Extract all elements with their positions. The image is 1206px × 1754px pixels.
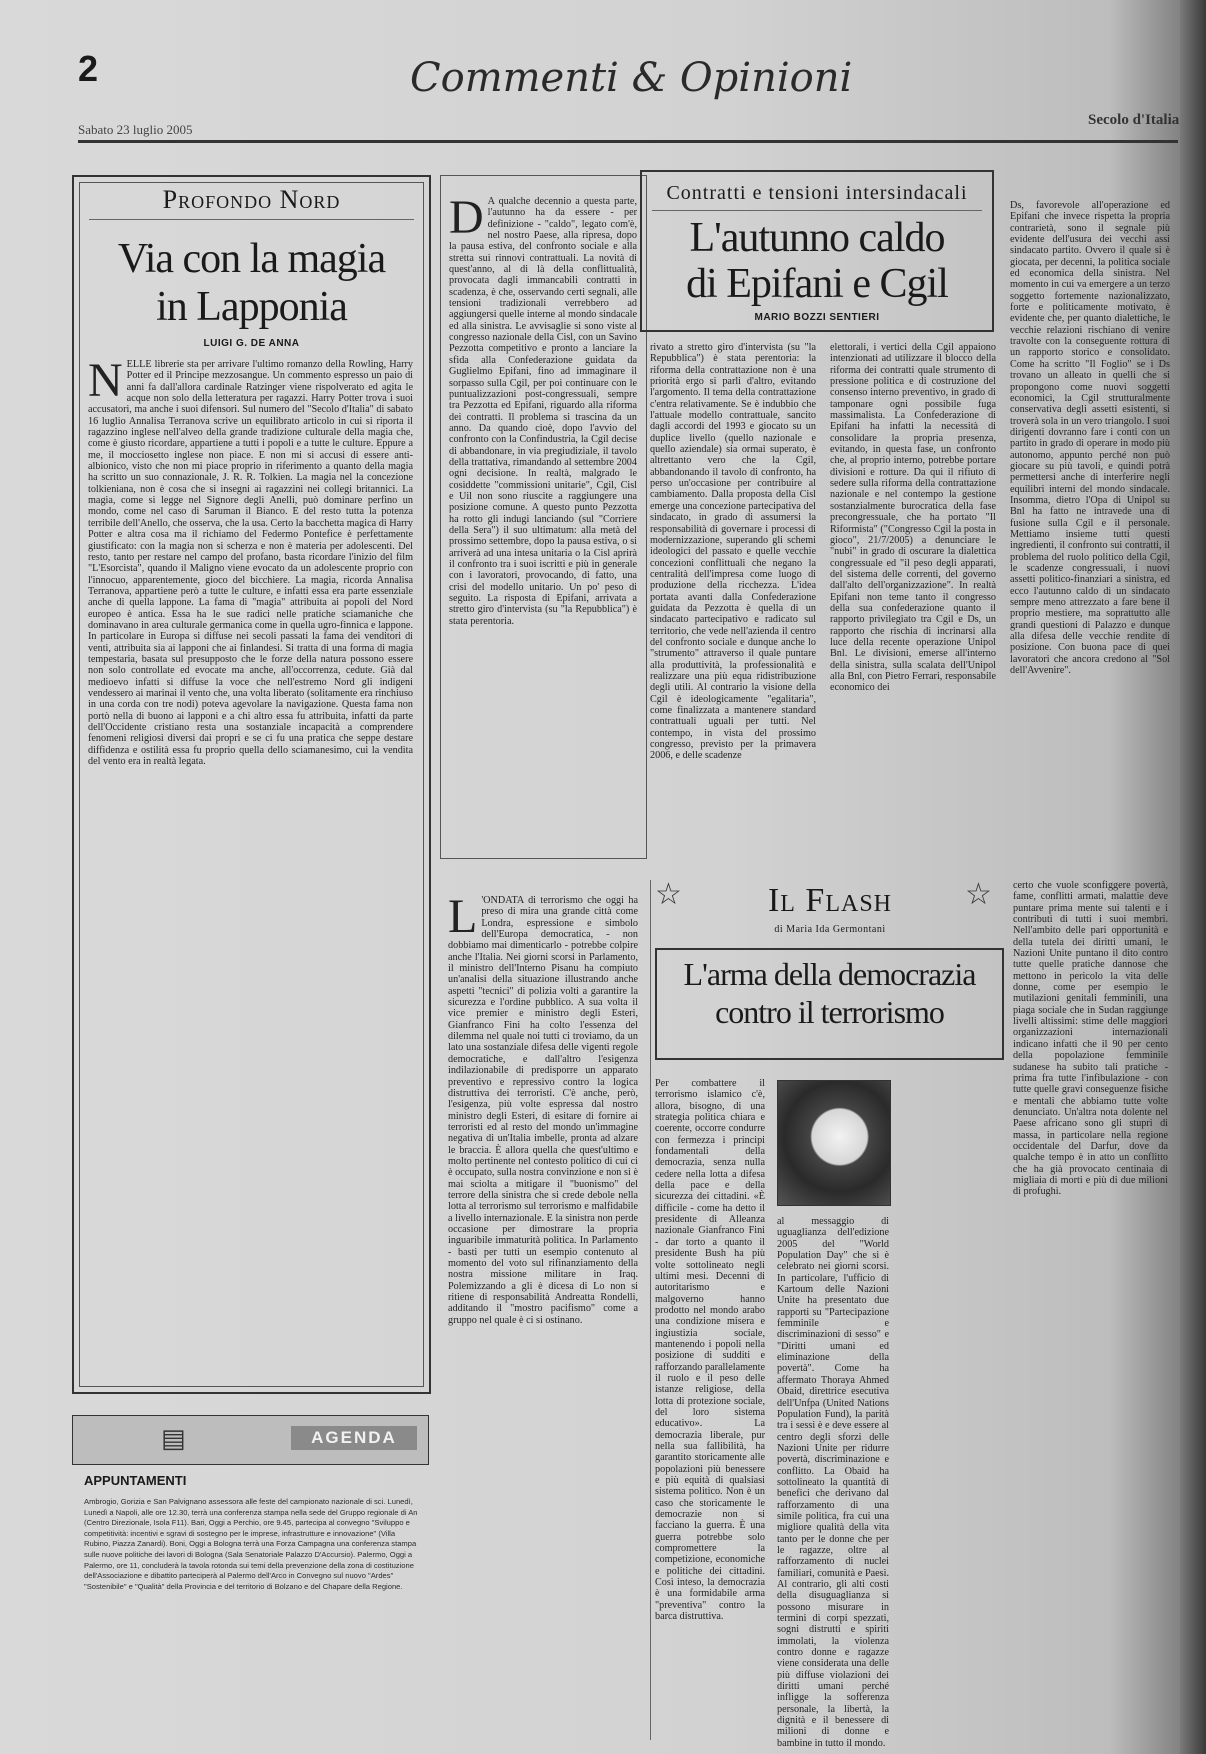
article-byline: di Maria Ida Germontani (774, 924, 886, 935)
agenda-book-icon: ▤ (161, 1424, 186, 1453)
article-body-col2: al messaggio di uguaglianza dell'edizione 2005 del "World Population Day" che si è celebrato nei giorni scorsi. In particolare, l'ufficio di Kartoum delle Nazioni Unite ha presentato due rapporti su "Partecipazione femminile e discriminazioni di sesso" e "Diritti umani ed eliminazione della povertà". Come ha affermato Thoraya Ahmed Obaid, direttrice esecutiva dell'Unfpa (United Nations Population Fund), la parità tra i sessi è e deve essere al centro degli sforzi delle Nazioni Unite per ridurre povertà, discriminazione e conflitto. La Obaid ha sottolineato la quantità di benefici che derivano dal rafforzamento di una simile politica, fra cui una migliore qualità della vita tanto per le donne che per le ragazze, oltre al rafforzamento di nuclei familiari, comunità e Paesi. Al contrario, gli alti costi della disuguaglianza si possono misurare in termini di corpi spezzati, sogni distrutti e spiriti immolati, la violenza contro donne e ragazze viene considerata una delle più diffuse violazioni dei diritti umani perché infligge la sofferenza personale, la libertà, la dignità e il benessere di milioni di donne e bambine in tutto il mondo. (777, 1216, 889, 1749)
article-autunno-col3: Ds, favorevole all'operazione ed Epifani che invece rispetta la propria contrarietà, sono il segnale più evidente dell'usura dei vecchi assi sindacato partito. Ovvero il quale si è giocata, per decenni, la politica sociale ed economica della sinistra. Nel momento in cui va emergere a un terzo soggetto fortemente nazionalizzato, forte e politicamente motivato, è evidente che, per quanto dialettiche, le vecchie relazioni rischiano di venire travolte con la conseguente rottura di un rapporto storico e consolidato. Come ha scritto "Il Foglio" se i Ds trovano un alleato in quelli che si propongono come nuovi soggetti economici, la Cgil strutturalmente conservativa degli assetti esistenti, si troverà sola in un vero triangolo. I suoi dirigenti dovranno fare i conti con un partito in grado di operare in modo più autonomo, appunto perché non può giocare su più tavoli, e quindi potrà permettersi anche di interferire negli equilibri interni del mondo sindacale. Insomma, dietro l'Opa di Unipol su Bnl ha fatto ne intravede una di fusione sulla Cgil e il personale. Mettiamo insieme tutti questi ingredienti, il confronto sui contratti, il problema del ruolo politico della Cgil, le scadenze congressuali, i nuovi assetti politico-finanziari a sinistra, ed ecco l'autunno caldo di un sindacato sempre meno attrezzato a fare bene il proprio mestiere, ma soprattutto alle grandi questioni di Palazzo e dunque alla difesa delle vecchie rendite di posizione. Con buona pace di quei lavoratori che ancora credono al "Sol dell'Avvenire". (1010, 200, 1170, 677)
author-photo (777, 1080, 891, 1206)
article-kicker: Profondo Nord (162, 185, 341, 214)
article-body-col2b (899, 1078, 1004, 1728)
article-il-flash (655, 878, 1170, 1749)
article-headline-line1: Via con la magia (117, 236, 386, 282)
article-autunno-caldo (640, 170, 1000, 860)
article-body-col3: certo che vuole sconfiggere povertà, fame, conflitti armati, malattie deve puntare prima mente sui talenti e i contributi di tutti i suoi membri. Nell'ambito delle pari opportunità e della tutela dei diritti umani, le Nazioni Unite puntano il dito contro tutte quelle pratiche dannose che mettono in pericolo la vita delle donne, come per esempio le mutilazioni genitali femminili, una piaga sociale che in Sudan raggiunge livelli altissimi: stime delle maggiori organizzazioni internazionali indicano infatti che il 90 per cento della popolazione femminile sudanese ha subito tali pratiche - prima fra tutte l'infibulazione - con tutte quelle gravi conseguenze fisiche e mentali che abbiamo tutte volte denunciato. Un'altra nota dolente nel Paese africano sono gli stupri di massa, in particolare nella regione occidentale del Darfur, dove da qualche tempo è in atto un conflitto che ha già provocato centinaia di migliaia di morti e più di due milioni di profughi. (1013, 880, 1168, 1198)
article-headline-line2: contro il terrorismo (715, 994, 944, 1030)
article-body-col1: rivato a stretto giro d'intervista (su "la Repubblica") è stata perentoria: la riforma della contrattazione non è una priorità ergo si parli d'altro, evitando l'argomento. Il tema della contrattazione c'entra relativamente. Se è indubbio che l'attuale modello contrattuale, sancito dagli accordi del 1993 e giocato su un duplice livello (quello nazionale e quello aziendale) sia ormai superato, è altrettanto vero che la Cgil, abbandonando il tavolo di confronto, ha perso un'occasione per contribuire al cambiamento. Dalla proposta della Cisl emerge una concezione partecipativa del sindacato, in grado di assumersi la responsabilità di governare i processi di modernizzazione, superando gli schemi ideologici del passato e quelle vecchie concezioni conflittuali che negano la centralità dell'impresa come luogo di produzione della ricchezza. L'idea portata avanti dalla Confederazione guidata da Pezzotta è quella di un sindacato partecipativo e radicato sul territorio, che vede nell'azienda il centro del confronto sociale e dunque anche lo "strumento" attraverso il quale puntare alla produttività, la professionalità e realizzare una più equa ridistribuzione degli utili. Al contrario la visione della Cgil è ideologicamente "egalitaria", come finalizzata a mantenere standard contrattuali uguali per tutti. Nel contempo, in vista del prossimo congresso, previsto per la primavera 2006, e delle scadenze (650, 342, 816, 762)
article-body: D A qualche decennio a questa parte, l'autunno ha da essere - per definizione - "caldo", legato com'è, nel nostro Paese, alla ripresa, dopo la pausa estiva, del confronto sociale e alla stretta sui rinnovi contrattuali. La novità di quest'anno, al di là della conflittualità, provocata dagli immancabili contratti in scadenza, è che, osservando certi segnali, alle tensioni tradizionali verrebbero ad aggiungersi quelle interne al mondo sindacale ed alla sinistra. Le avvisaglie si sono viste al congresso nazionale della Cisl, con un Savino Pezzotta competitivo e pronto a lanciare la sfida alla Confederazione guidata da Guglielmo Epifani, fino ad immaginare il sorpasso sulla Cgil, per poi continuare con le puntualizzazioni post-congressuali, sempre tra Pezzotta ed Epifani, riguardo alla riforma dei contratti. Il problema si trascina da un anno. Da quando cioè, dopo l'avvio del confronto con la Confindustria, la Cgil decise di abbandonare, in via pregiudiziale, il tavolo della trattativa, rimandando al settembre 2004 ogni decisione. In realtà, malgrado le cosiddette "commissioni unitarie", Cgil, Cisl e Uil non sono riuscite a raggiungere una posizione comune. A questo punto Pezzotta ha rotto gli indugi lanciando (sul "Corriere della Sera") il suo ultimatum: alla metà del prossimo settembre, dopo la pausa estiva, o si arriverà ad una intesa unitaria o la Cisl aprirà il confronto tra i suoi iscritti e più in generale con i lavoratori, provocando, di fatto, una crisi del modello unitario. Un po' peso di seguito. La risposta di Epifani, arrivata a stretto giro d'intervista (su "la Repubblica") è stata perentoria. (449, 191, 637, 627)
issue-date: Sabato 23 luglio 2005 (78, 122, 193, 137)
agenda-subtitle: APPUNTAMENTI (84, 1473, 187, 1488)
article-headline-line1: L'autunno caldo (689, 215, 945, 261)
star-icon: ☆ (965, 878, 992, 911)
article-headline-line2: in Lapponia (156, 284, 347, 330)
section-masthead (410, 55, 860, 115)
article-ondata-terrorismo (440, 890, 645, 1735)
section-title: Commenti & Opinioni (410, 55, 853, 101)
agenda-title: AGENDA (291, 1426, 417, 1450)
article-headline-line2: di Epifani e Cgil (686, 261, 948, 307)
header-rule (78, 140, 1178, 143)
article-dropcap: D (449, 191, 484, 244)
article-contratti-intro (440, 175, 647, 859)
article-kicker: Contratti e tensioni intersindacali (666, 182, 968, 204)
article-dropcap: L (448, 890, 478, 943)
article-body: L 'ONDATA di terrorismo che oggi ha preso di mira una grande città come Londra, espressione e simbolo dell'Europa democratica, - non dobbiamo mai dimenticarlo - potrebbe colpire anche l'Italia. Nei giorni scorsi in Parlamento, il ministro dell'Interno Pisanu ha compiuto un'analisi della situazione illustrando anche aspetti "tecnici" di polizia volti a garantire la sicurezza e l'ordine pubblico. A sua volta il vice premier e ministro degli Esteri, Gianfranco Fini ha colto l'essenza del dilemma nel quale noi tutti ci troviamo, da un lato una sostanziale difesa delle vigenti regole democratiche, e dall'altro l'esigenza indilazionabile di predisporre un apparato preventivo e repressivo contro la logica distruttiva dei terroristi. C'è anche, però, l'esigenza, più volte espressa dal nostro ministro degli Esteri, di esitare di fornire ai terroristi ed al resto del mondo un'immagine negativa di un'Italia imbelle, pronta ad alzare le braccia. È allora quella che quest'ultimo e molto pertinente nel contesto politico di cui ci è occupato, sulla nostra convinzione e non si è mai sciolta a mitigare il "buonismo" del terrore della sinistra che si crede debole nella lotta al terrorismo sul terrorismo e malfidabile a livello internazionale. E la sinistra non perde occasione per dimostrare la propria inguaribile immaturità politica. In Parlamento - basti per tutti un esempio contenuto al momento del voto sul rifinanziamento della nostra missione militare in Iraq. Polemizzando a gli è dicesa di Lo non si ritiene di responsabilità Andreatta Rondelli, additando il "mostro pacifismo" come a gruppo nel quale è ci si ostinano. (448, 890, 638, 1326)
paper-name: Secolo d'Italia (1088, 112, 1180, 128)
article-profondo-nord (72, 175, 431, 1394)
article-body-col2: elettorali, i vertici della Cgil appaiono intenzionati ad utilizzare il blocco della riforma dei contratti quale strumento di pressione politica e di costruzione del consenso interno preventivo, in grado di tamponare ogni possibile fuga massimalista. La Confederazione di Epifani ha infatti la necessità di consolidare la propria presenza, evitando, in questa fase, un confronto che, al proprio interno, potrebbe portare divisioni e rotture. Da qui il rifiuto di sedere sulla riforma della contrattazione nazionale e nel contempo la gestione sostanzialmente burocratica della fase precongressuale, che ha portato "Il Riformista" ("Congresso Cgil la posta in gioco", 21/7/2005) a denunciare le "nubi" in grado di oscurare la dialettica congressuale ed "il peso degli apparati, del sistema delle correnti, del governo dall'alto dell'organizzazione". In realtà Epifani non teme tanto il congresso della sua confederazione quanto il rapporto privilegiato tra Cgil e Ds, un rapporto che rischia di incrinarsi alla luce della recente operazione Unipol Bnl. Le divisioni, emerse all'interno della sinistra, sulla scalata dell'Unipol alla Bnl, con Pietro Ferrari, responsabile economico dei (830, 342, 996, 694)
article-headline-line1: L'arma della democrazia (683, 956, 976, 992)
agenda-header (72, 1415, 429, 1465)
article-kicker: Il Flash (767, 882, 893, 919)
article-body: NELLE librerie sta per arrivare l'ultimo romanzo della Rowling, Harry Potter ed il Principe mezzosangue. Un commento espresso un paio di anni fa dall'allora cardinale Ratzinger viene rispolverato ed agita le acque non solo della letteratura per ragazzi. Harry Potter trova i suoi accusatori, ma anche i suoi difensori. Sul numero del "Secolo d'Italia" di sabato 16 luglio Annalisa Terranova scrive un equilibrato articolo in cui si riporta il ragazzino inglese nell'alveo della grande tradizione culturale della magia che, come è giusto ricordare, appartiene a tutti i popoli e a tutte le culture. Eppure a me, il mocciosetto inglese non piace. E non mi si accusi di essere anti-albionico, visto che non mi piace proprio in riferimento a quanto della magia ha scritto un suo connazionale, J. R. R. Tolkien. La magia nel la concezione tolkieniana, non è cosa che si insegni ai ragazzini nei collegi britannici. La magia, come si legge nel Signore degli Anelli, può dominare perfino un mondo, come nel caso di Saruman il Bianco. E del resto tutta la potenza terribile dell'Anello, che osserva, che la usa. Certo la bacchetta magica di Harry Potter e altra cosa ma il richiamo del Federmo Pontefice è perfettamente giustificato: con la magia non si scherza e non è materia per adolescenti. Del resto, tanto per restare nel campo del profano, basta ricordare l'inizio del film "L'Esorcista", quando il Maligno viene evocato da un adolescente proprio con l'innocuo, apparentemente, gioco del bicchiere. La magia, ricorda Annalisa Terranova, appartiene però a tutte le culture, e infatti essa era parte essenziale anche di quella lappone. La fama di "magia" attribuita ai popoli del Nord europeo è antica. Essa ha le sue radici nelle pratiche sciamaniche che dominavano in area culturale germanica come in quella ugro-finnica e lappone. In particolare in Europa si diffuse nei secoli passati la fama dei venditori di venti, attribuita sia ai lapponi che ai finlandesi. Si tratta di una forma di magia tempestaria, basata sul presupposto che le forze della natura possono essere non solo controllate ed evocate ma anche, all'occorrenza, cedute. Già dal medioevo infatti si diffuse la voce che nell'estremo Nord gli indigeni vendessero ai marinai il vento che, una volta liberato (solitamente era rinchiuso in una corda con tre nodi) poteva agevolare la navigazione. Questa fama non portò nella di buono ai lapponi e a chi altro essa fu attribuita, infatti da parte dell'Occidente cristiano resta una sostanziale incapacità a comprendere fenomeni religiosi diversi dai propri e se ci fu una pratica che seppe destare diffidenza e ostilità essa fu proprio quella dello sciamanesimo, cui la vendita del vento era in realtà legata. (88, 354, 413, 768)
agenda-text: Ambrogio, Gorizia e San Palvignano assessora alle feste del campionato nazionale di sci. Lunedì, Lunedì a Napoli, alle ore 12.30, terrà una conferenza stampa nella sede del Gruppo regionale di An (Centro Direzionale, Isola F11). Bari, Oggi a Perchio, ore 9.45, partecipa al convegno "Sviluppo e competitività: incentivi e sgravi di sostegno per le imprese, infrastrutture e innovazione" (Villa Rubino, Piazza Zanardi). Boni, Oggi a Bologna terrà una Forza Campagna una conferenza stampa sulle nuove politiche dei lavori di Bologna (Sala Senatoriale Palazzo D'Accursio). Palermo, Oggi a Palermo, ore 11, concluderà la tavola rotonda sui temi della prevenzione della zona di costituzione dell'Associazione e dibattito parteciperà al Palermo dell'Arco in Convegno sul nuovo "Ardes" "Sostenibile" e "Qualità" della Provincia e del territorio di Bolzano e del Chapare della Regione. (84, 1497, 418, 1591)
article-byline: MARIO BOZZI SENTIERI (754, 312, 880, 323)
article-body-col1: Per combattere il terrorismo islamico c'è, allora, bisogno, di una strategia politica chiara e coerente, occorre condurre con fermezza i principi fondamentali della democrazia, senza nulla cedere nella lotta a difesa della pace e della sicurezza dei cittadini. «È difficile - come ha detto il presidente di Alleanza nazionale Gianfranco Fini - dar torto a quanto il presidente Bush ha più volte sottolineato negli ultimi mesi. Decenni di autoritarismo e malgoverno hanno prodotto nel mondo arabo una condizione misera e ingiustizia sociale, mantenendo i popoli nella posizione di sudditi e rafforzando parallelamente il ruolo e il peso delle istanze religiose, della lotta di protezione sociale, del loro sistema educativo». La democrazia liberale, pur nella sua fallibilità, ha garantito storicamente alle popolazioni più benessere e più equità di qualsiasi sistema politico. Non è un caso che storicamente le democrazie non si facciano la guerra. È una guerra potrebbe solo compromettere la competizione, economiche e politiche dei cittadini. Così inteso, la democrazia è una formidabile arma "preventiva" contro la barca distruttiva. (655, 1078, 765, 1623)
article-byline: LUIGI G. DE ANNA (203, 338, 300, 349)
article-dropcap: N (88, 354, 123, 407)
star-icon: ☆ (655, 878, 682, 911)
page-spine (1180, 0, 1206, 1754)
page-number: 2 (78, 48, 99, 89)
